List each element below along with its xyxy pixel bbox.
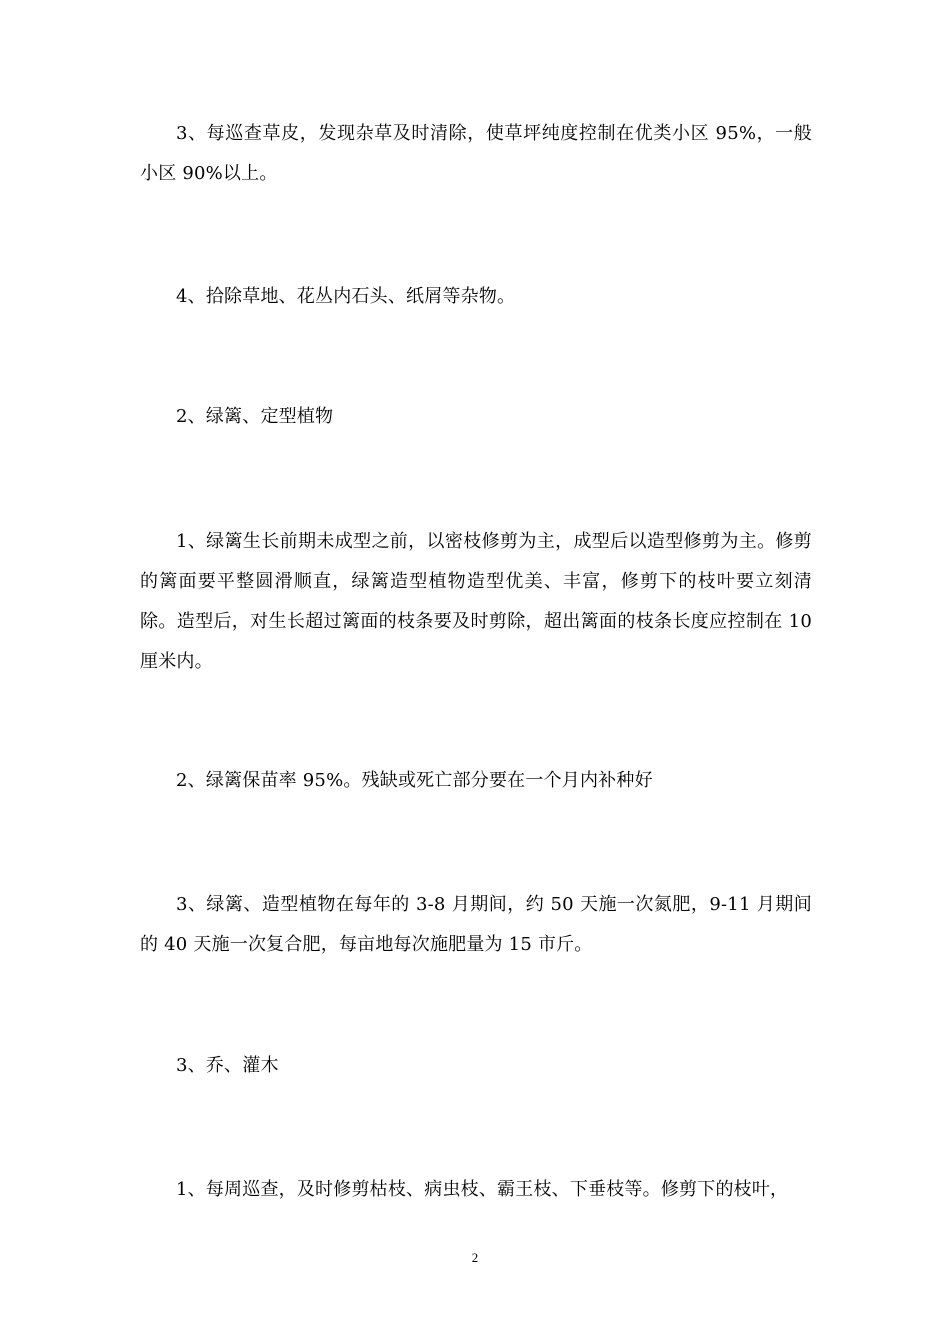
page-number: 2: [471, 1250, 479, 1265]
paragraph-hedge-survival: 2、绿篱保苗率 95%。残缺或死亡部分要在一个月内补种好: [176, 770, 653, 791]
paragraph-hedge-pruning: 1、绿篱生长前期未成型之前，以密枝修剪为主，成型后以造型修剪为主。修剪的篱面要平整圆滑顺直，绿篱造型植物造型优美、丰富，修剪下的枝叶要立刻清除。造型后，对生长超过篱面的枝条要及时剪除，超出篱面的枝条长度应控制在 10 厘米内。: [140, 531, 812, 672]
section-heading-trees-shrubs: 3、乔、灌木: [176, 1055, 279, 1076]
paragraph-lawn-weeding: 3、每巡查草皮，发现杂草及时清除，使草坪纯度控制在优类小区 95%，一般小区 90%以上。: [140, 123, 812, 184]
section-heading-hedges: 2、绿篱、定型植物: [176, 406, 334, 427]
paragraph-hedge-fertilizing: 3、绿篱、造型植物在每年的 3-8 月期间，约 50 天施一次氮肥，9-11 月期间的 40 天施一次复合肥，每亩地每次施肥量为 15 市斤。: [140, 894, 812, 955]
paragraph-tree-inspection: 1、每周巡查，及时修剪枯枝、病虫枝、霸王枝、下垂枝等。修剪下的枝叶，: [176, 1179, 789, 1200]
paragraph-debris-removal: 4、拾除草地、花丛内石头、纸屑等杂物。: [176, 286, 516, 307]
